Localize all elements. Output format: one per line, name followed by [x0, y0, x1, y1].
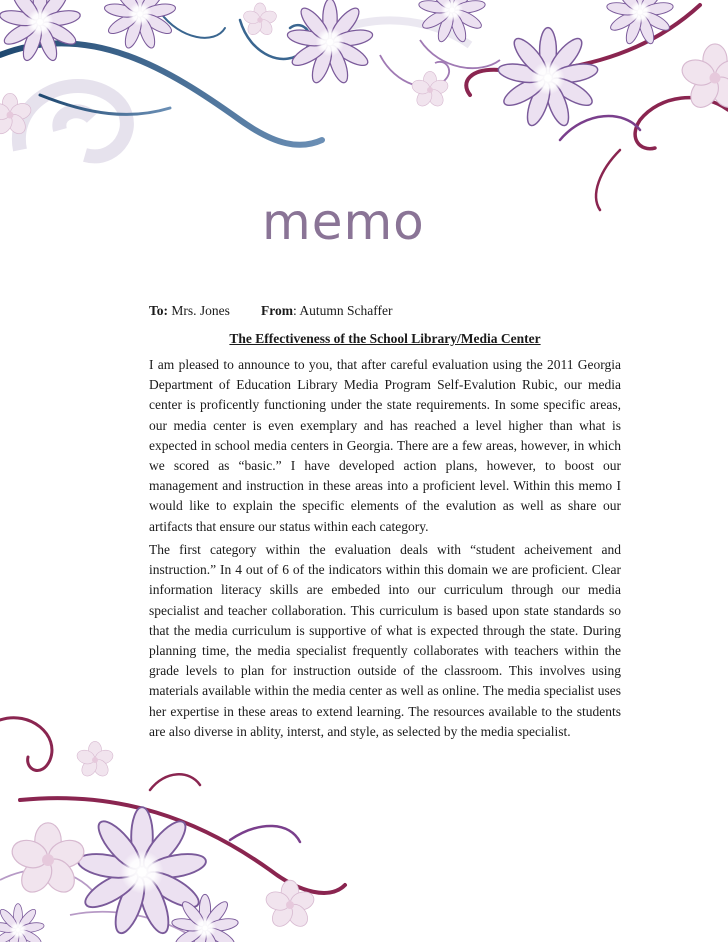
body-paragraph-2: The first category within the evaluation deals with “student acheivement and instruction.” In 4 out of 6 of the indicators within this domain we are proficient. Clear information literacy skills are embeded into our curriculum through our media specialist and teacher collaboration. This curriculum is based upon state standards so that the media curriculum is supportive of what is expected through the state. During planning time, the media specialist frequently collaborates with teachers within the grade levels to plan for instruction outside of the classroom. This involves using materials available within the media center as well as online. The media specialist uses her expertise in these areas to extend learning. The resources available to the students are also diverse in ablity, interst, and style, as selected by the media specialist. [149, 542, 621, 739]
from-field [261, 303, 392, 319]
to-field [149, 303, 230, 318]
memo-title: memo [262, 193, 425, 251]
from-label: From [261, 303, 293, 318]
from-value: : Autumn Schaffer [293, 303, 393, 318]
body-paragraph-1: I am pleased to announce to you, that after careful evaluation using the 2011 Georgia Department of Education Library Media Program Self-Evalution Rubic, our media center is proficently functioning under the state requirements. In some specific areas, our media center is even exemplary and has reached a level higher than what is expected in school media centers in Georgia. There are a few areas, however, in which we scored as “basic.” I have developed action plans, however, to boost our management and instruction in these areas into a proficient level. Within this memo I would like to explain the specific elements of the evalution as well as share our artifacts that ensure our status within each category. [149, 357, 621, 534]
memo-header [149, 303, 619, 319]
to-label: To: [149, 303, 169, 318]
to-value: Mrs. Jones [171, 303, 230, 318]
memo-subject: The Effectiveness of the School Library/Media Center [229, 331, 541, 346]
